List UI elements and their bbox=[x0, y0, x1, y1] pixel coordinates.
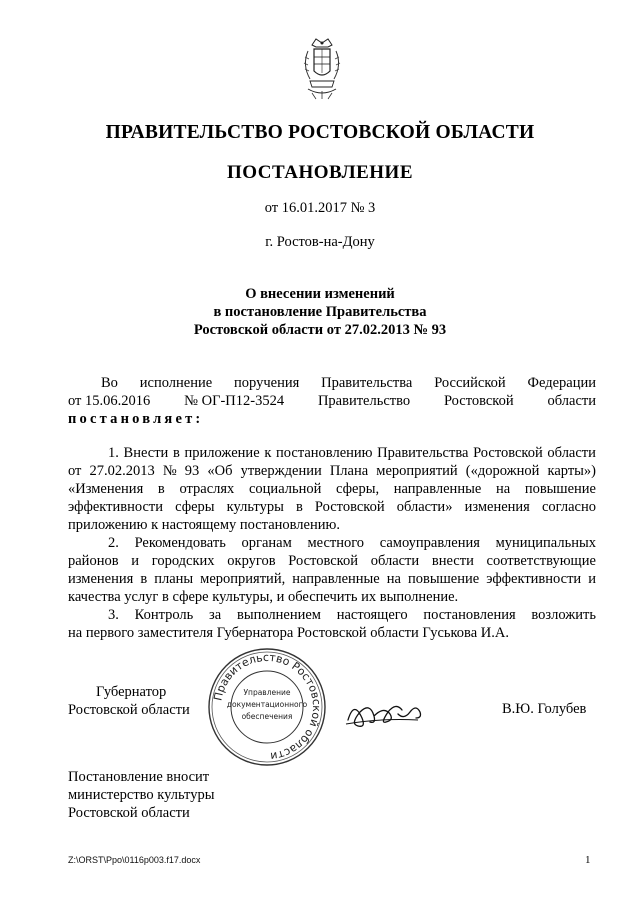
preamble-word: Федерации bbox=[527, 375, 596, 391]
item-word: согласно bbox=[541, 499, 596, 515]
item-line bbox=[68, 444, 596, 462]
item-word: постановления bbox=[423, 607, 516, 623]
preamble-word: от 15.06.2016 bbox=[68, 393, 151, 409]
item-word: карты») bbox=[547, 463, 596, 479]
item-word: «Изменения bbox=[68, 481, 144, 497]
item-word: соответствующие bbox=[486, 553, 596, 569]
item-word: возложить bbox=[531, 607, 596, 623]
item-word: Контроль bbox=[134, 607, 194, 623]
item-word: («дорожной bbox=[465, 463, 540, 479]
document-type-title: ПОСТАНОВЛЕНИЕ bbox=[226, 162, 414, 183]
item-word: мероприятий, bbox=[200, 571, 286, 587]
submitter-line: Ростовской области bbox=[68, 805, 190, 821]
item-word: на bbox=[386, 571, 401, 587]
item-word: выполнением bbox=[236, 607, 321, 623]
item-word: органам bbox=[241, 535, 292, 551]
item-word: Ростовской bbox=[473, 445, 543, 461]
item-word: районов bbox=[68, 553, 119, 569]
item-word: направленные bbox=[393, 481, 482, 497]
item-line bbox=[68, 462, 596, 480]
item-line bbox=[68, 480, 596, 498]
item-line: приложению к настоящему постановлению. bbox=[68, 517, 340, 533]
file-path-footer: Z:\ORST\Ppo\0116p003.f17.docx bbox=[68, 855, 201, 865]
item-word: эффективности bbox=[68, 499, 163, 515]
item-word: за bbox=[209, 607, 222, 623]
item-line bbox=[68, 552, 596, 570]
item-word: к bbox=[264, 445, 272, 461]
decree-items bbox=[68, 444, 596, 642]
item-word: отраслях bbox=[179, 481, 235, 497]
stamp-ring-text: Правительство Ростовской области bbox=[211, 650, 324, 763]
signatory-title-line: Губернатор bbox=[96, 684, 167, 700]
preamble-word: исполнение bbox=[139, 375, 213, 391]
preamble-word: области bbox=[547, 393, 596, 409]
item-word: местного bbox=[307, 535, 365, 551]
item-word: направленные bbox=[292, 571, 380, 587]
item-word: городских bbox=[151, 553, 215, 569]
official-stamp bbox=[205, 645, 329, 769]
page-number: 1 bbox=[585, 854, 591, 866]
document-date-number: от 16.01.2017 № 3 bbox=[264, 200, 376, 216]
item-word: Плана bbox=[329, 463, 369, 479]
item-line bbox=[68, 606, 596, 624]
signatory-title bbox=[68, 683, 218, 719]
item-word: Внести bbox=[123, 445, 169, 461]
item-word: № bbox=[162, 463, 177, 479]
signatory-title-line: Ростовской области bbox=[68, 702, 190, 718]
handwritten-signature bbox=[340, 690, 480, 740]
item-word: самоуправления bbox=[379, 535, 480, 551]
item-word: повышение bbox=[524, 481, 596, 497]
item-word: Ростовской bbox=[314, 499, 385, 515]
preamble-word: № ОГ-П12-3524 bbox=[184, 393, 285, 409]
item-word: эффективности bbox=[486, 571, 582, 587]
item-word: 1. bbox=[108, 445, 119, 461]
decree-item bbox=[68, 444, 596, 534]
item-word: 2. bbox=[108, 535, 119, 551]
item-word: мероприятий bbox=[376, 463, 458, 479]
item-word: области bbox=[370, 553, 420, 569]
item-word: утверждении bbox=[240, 463, 322, 479]
signatory-name: В.Ю. Голубев bbox=[502, 701, 587, 717]
item-word: на bbox=[495, 481, 511, 497]
preamble-word: Правительства bbox=[321, 375, 413, 391]
decree-word-line bbox=[68, 410, 596, 428]
document-subject bbox=[80, 285, 560, 339]
item-word: округов bbox=[227, 553, 276, 569]
item-line: на первого заместителя Губернатора Ростовской области Гуськова И.А. bbox=[68, 625, 509, 641]
item-word: культуры bbox=[226, 499, 284, 515]
item-word: социальной bbox=[248, 481, 322, 497]
submitter-line: Постановление вносит bbox=[68, 769, 210, 785]
item-line bbox=[68, 570, 596, 588]
submitted-by-block bbox=[68, 768, 214, 822]
item-word: 3. bbox=[108, 607, 119, 623]
subject-line: Ростовской области от 27.02.2013 № 93 bbox=[193, 322, 447, 338]
preamble-word: Ростовской bbox=[443, 393, 514, 409]
item-line bbox=[68, 498, 596, 516]
item-word: изменения bbox=[68, 571, 134, 587]
preamble-word: Правительство bbox=[317, 393, 411, 409]
item-word: внести bbox=[431, 553, 474, 569]
stamp-center-line: обеспечения bbox=[241, 712, 293, 721]
submitter-line: министерство культуры bbox=[68, 787, 215, 803]
item-word: области bbox=[547, 445, 596, 461]
preamble-word: Во bbox=[101, 375, 118, 391]
stamp-center-line: документационного bbox=[226, 700, 308, 709]
item-word: в bbox=[172, 445, 180, 461]
rostov-coat-of-arms-emblem bbox=[298, 35, 346, 101]
item-word: сферы, bbox=[336, 481, 380, 497]
decree-item bbox=[68, 606, 596, 642]
decree-word: постановляет bbox=[68, 411, 196, 427]
subject-line: в постановление Правительства bbox=[213, 304, 427, 320]
item-word: 27.02.2013 bbox=[89, 463, 155, 479]
stamp-center-line: Управление bbox=[243, 688, 291, 697]
item-word: в bbox=[295, 499, 303, 515]
subject-line: О внесении изменений bbox=[245, 286, 395, 302]
item-word: Ростовской bbox=[288, 553, 358, 569]
item-word: 93 bbox=[184, 463, 200, 479]
decree-colon: : bbox=[195, 411, 204, 427]
item-word: сферы bbox=[175, 499, 215, 515]
item-word: области» bbox=[396, 499, 453, 515]
document-city: г. Ростов-на-Дону bbox=[265, 234, 375, 250]
preamble-word: поручения bbox=[234, 375, 300, 391]
preamble-line bbox=[68, 374, 596, 392]
item-word: «Об bbox=[207, 463, 233, 479]
item-word: изменения bbox=[464, 499, 530, 515]
organization-title: ПРАВИТЕЛЬСТВО РОСТОВСКОЙ ОБЛАСТИ bbox=[105, 122, 535, 143]
preamble-paragraph bbox=[68, 374, 596, 428]
item-word: Рекомендовать bbox=[134, 535, 226, 551]
item-word: и bbox=[588, 571, 596, 587]
item-word: в bbox=[157, 481, 165, 497]
item-word: Правительства bbox=[377, 445, 469, 461]
item-word: от bbox=[68, 463, 82, 479]
preamble-line bbox=[68, 392, 596, 410]
preamble-word: Российской bbox=[434, 375, 506, 391]
item-word: приложение bbox=[184, 445, 260, 461]
item-word: муниципальных bbox=[495, 535, 596, 551]
item-word: и bbox=[131, 553, 140, 569]
item-word: настоящего bbox=[336, 607, 408, 623]
item-word: в bbox=[140, 571, 148, 587]
decree-item bbox=[68, 534, 596, 606]
item-line bbox=[68, 534, 596, 552]
item-line: качества услуг в сфере культуры, и обеспечить их выполнение. bbox=[68, 589, 459, 605]
item-word: повышение bbox=[408, 571, 480, 587]
item-word: планы bbox=[154, 571, 194, 587]
item-word: постановлению bbox=[276, 445, 373, 461]
